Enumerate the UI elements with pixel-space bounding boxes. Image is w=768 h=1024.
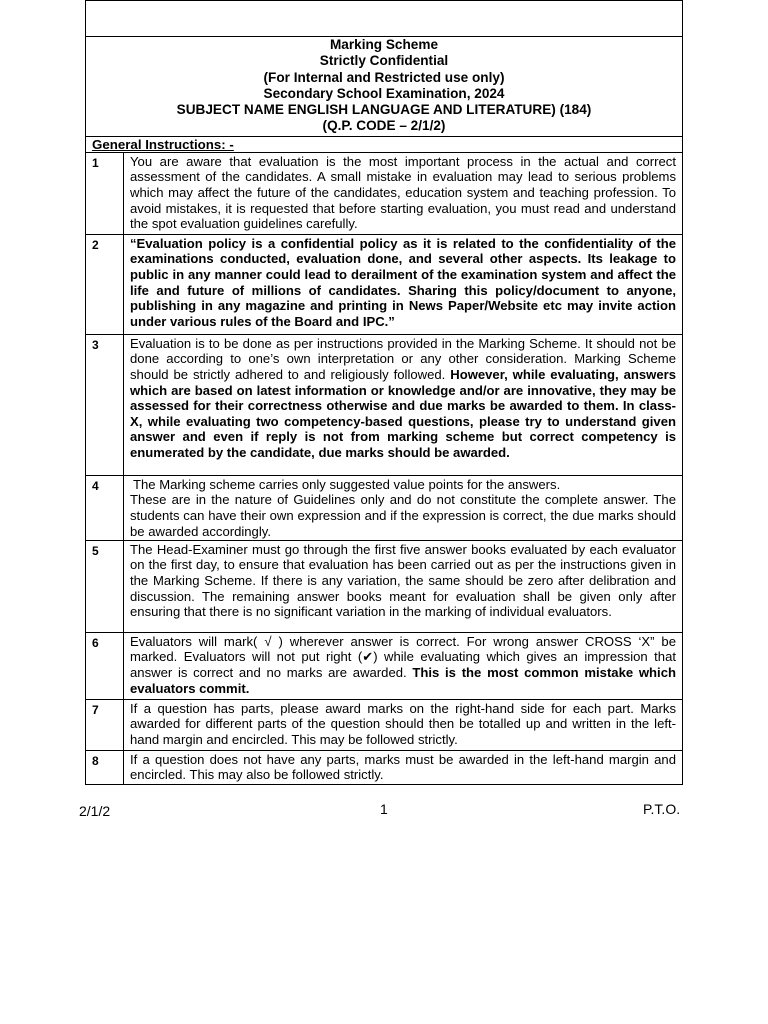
instruction-row xyxy=(86,751,682,784)
instruction-text-bold: This is the most common mistake which evaluators commit. xyxy=(130,664,676,696)
instruction-row xyxy=(86,235,682,335)
instruction-text xyxy=(124,476,682,540)
general-instructions-label: General Instructions: - xyxy=(86,137,682,153)
instruction-text: You are aware that evaluation is the most important process in the actual and correct assessment of the candidates. A small mistake in evaluation may lead to serious problems which may affect the future of the candidates, education system and teaching profession. To avoid mistakes, it is requested that before starting evaluation, you must read and understand the spot evaluation guidelines carefully. xyxy=(130,153,676,232)
instruction-text-line: The Marking scheme carries only suggested value points for the answers. xyxy=(133,476,561,492)
instruction-text xyxy=(124,335,682,475)
instruction-number: 5 xyxy=(86,541,124,632)
instruction-row xyxy=(86,153,682,235)
instruction-number: 2 xyxy=(86,235,124,334)
blank-top-row xyxy=(86,1,682,37)
checkmark-icon: ✔ xyxy=(362,649,374,665)
instruction-row xyxy=(86,541,682,633)
footer-pto: P.T.O. xyxy=(643,801,681,817)
header-title: Marking Scheme xyxy=(329,37,439,52)
instruction-number: 8 xyxy=(86,751,124,784)
header-restricted: (For Internal and Restricted use only) xyxy=(263,69,505,85)
instruction-row xyxy=(86,476,682,541)
footer-page-number: 1 xyxy=(380,801,388,817)
instruction-number: 3 xyxy=(86,335,124,475)
instruction-text: If a question does not have any parts, marks must be awarded in the left-hand margin and encircled. This may also be followed strictly. xyxy=(130,751,676,783)
instruction-row xyxy=(86,633,682,700)
instruction-text-plain: Evaluators will mark( √ ) wherever answer is correct. For wrong answer CROSS ‘X” be marked. Evaluators will not put right ( xyxy=(130,633,676,665)
instruction-number: 6 xyxy=(86,633,124,699)
instruction-text-plain: Evaluation is to be done as per instructions provided in the Marking Scheme. It should not be done according to one’s own interpretation or any other consideration. Marking Scheme should be strictly adhered to and religiously followed. xyxy=(130,335,676,382)
instruction-number: 1 xyxy=(86,153,124,234)
footer-paper-code: 2/1/2 xyxy=(79,803,111,819)
header-exam: Secondary School Examination, 2024 xyxy=(263,85,505,101)
header-subject: SUBJECT NAME ENGLISH LANGUAGE AND LITERATURE) (184) xyxy=(176,102,592,118)
instruction-text-line: These are in the nature of Guidelines only and do not constitute the complete answer. The students can have their own expression and if the expression is correct, the due marks should be awarded accordingly. xyxy=(130,492,676,539)
instruction-text: “Evaluation policy is a confidential policy as it is related to the confidentiality of the examinations conducted, evaluation done, and several other aspects. Its leakage to public in any manner could lead to derailment of the examination system and affect the life and future of millions of candidates. Sharing this policy/document to anyone, publishing in any magazine and printing in News Paper/Website etc may invite action under various rules of the Board and IPC.” xyxy=(130,235,676,329)
instruction-text-bold: However, while evaluating, answers which are based on latest information or knowledge and/or are innovative, they may be assessed for their correctness otherwise and due marks be awarded to them. In class-X, while evaluating two competency-based questions, please try to understand given answer and even if reply is not from marking scheme but correct competency is enumerated by the candidate, due marks should be awarded. xyxy=(130,366,676,460)
instruction-text: The Head-Examiner must go through the first five answer books evaluated by each evaluator on the first day, to ensure that evaluation has been carried out as per the instructions given in the Marking Scheme. If there is any variation, the same should be zero after delibration and discussion. The remaining answer books meant for evaluation shall be given only after ensuring that there is no significant variation in the marking of individual evaluators. xyxy=(130,541,676,620)
header-qp-code: (Q.P. CODE – 2/1/2) xyxy=(322,118,446,134)
instruction-row xyxy=(86,700,682,751)
instruction-number: 4 xyxy=(86,476,124,540)
document-header xyxy=(86,37,682,137)
instruction-text xyxy=(124,633,682,699)
marking-scheme-table xyxy=(85,0,683,785)
instruction-row xyxy=(86,335,682,476)
instruction-text-plain: ) while evaluating which gives an impression that answer is correct and no marks are awarded. xyxy=(130,649,676,680)
instruction-number: 7 xyxy=(86,700,124,750)
header-confidential: Strictly Confidential xyxy=(319,53,449,69)
instruction-text: If a question has parts, please award marks on the right-hand side for each part. Marks awarded for different parts of the question should then be totalled up and written in the left-hand margin and encircled. This may be followed strictly. xyxy=(130,700,676,747)
